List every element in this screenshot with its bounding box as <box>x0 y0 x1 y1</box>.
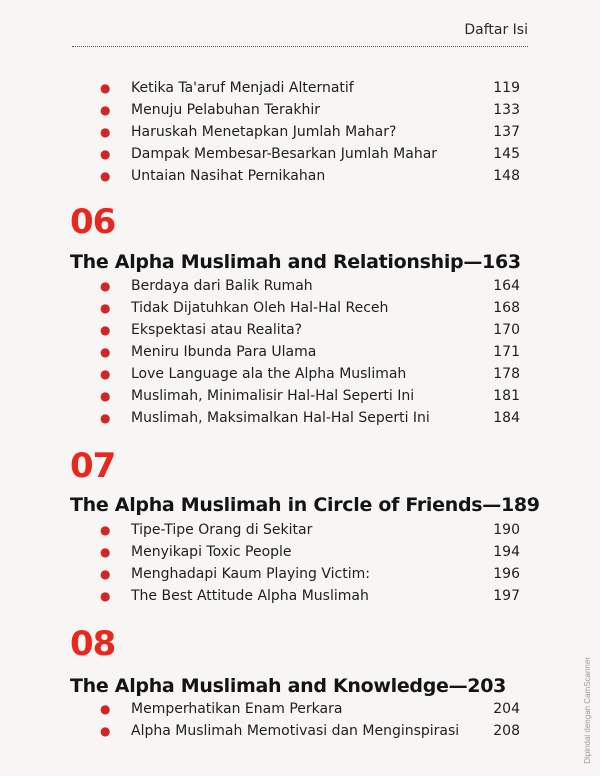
chapter-number: 06 <box>70 202 116 242</box>
toc-entry[interactable] <box>100 720 520 742</box>
toc-entry[interactable] <box>100 77 520 99</box>
toc-entry-label: Muslimah, Maksimalkan Hal-Hal Seperti Ini <box>131 410 430 426</box>
toc-entry-page: 181 <box>493 388 520 404</box>
chapter-title[interactable]: The Alpha Muslimah and Knowledge—203 <box>70 675 507 697</box>
bullet-icon: ● <box>100 589 111 603</box>
toc-entry[interactable] <box>100 165 520 187</box>
toc-entry-page: 208 <box>493 723 520 739</box>
toc-entry-label: Ketika Ta'aruf Menjadi Alternatif <box>131 80 354 96</box>
toc-entry-label: Menuju Pelabuhan Terakhir <box>131 102 320 118</box>
bullet-icon: ● <box>100 103 111 117</box>
bullet-icon: ● <box>100 147 111 161</box>
toc-entry-page: 194 <box>493 544 520 560</box>
toc-entry-page: 196 <box>493 566 520 582</box>
chapter-title[interactable]: The Alpha Muslimah in Circle of Friends—189 <box>70 494 540 516</box>
toc-entry-page: 184 <box>493 410 520 426</box>
toc-entry[interactable] <box>100 99 520 121</box>
toc-entry[interactable] <box>100 341 520 363</box>
chapter-number: 08 <box>70 624 116 664</box>
toc-entry-label: Haruskah Menetapkan Jumlah Mahar? <box>131 124 397 140</box>
bullet-icon: ● <box>100 345 111 359</box>
bullet-icon: ● <box>100 301 111 315</box>
toc-entry-page: 133 <box>493 102 520 118</box>
scanner-watermark: Dipindai dengan CamScanner <box>583 657 592 764</box>
toc-entry-label: The Best Attitude Alpha Muslimah <box>131 588 369 604</box>
bullet-icon: ● <box>100 389 111 403</box>
toc-entry[interactable] <box>100 407 520 429</box>
toc-entry-page: 204 <box>493 701 520 717</box>
bullet-icon: ● <box>100 323 111 337</box>
bullet-icon: ● <box>100 724 111 738</box>
chapter-number: 07 <box>70 446 116 486</box>
toc-entry-label: Tipe-Tipe Orang di Sekitar <box>131 522 313 538</box>
bullet-icon: ● <box>100 411 111 425</box>
bullet-icon: ● <box>100 81 111 95</box>
toc-entry-label: Alpha Muslimah Memotivasi dan Menginspirasi <box>131 723 460 739</box>
toc-entry-page: 197 <box>493 588 520 604</box>
toc-entry-label: Memperhatikan Enam Perkara <box>131 701 343 717</box>
toc-entry-label: Menghadapi Kaum Playing Victim: <box>131 566 370 582</box>
chapter-title[interactable]: The Alpha Muslimah and Relationship—163 <box>70 251 521 273</box>
toc-entry[interactable] <box>100 541 520 563</box>
bullet-icon: ● <box>100 367 111 381</box>
toc-entry-label: Muslimah, Minimalisir Hal-Hal Seperti Ini <box>131 388 415 404</box>
toc-entry-label: Menyikapi Toxic People <box>131 544 292 560</box>
toc-entry-page: 168 <box>493 300 520 316</box>
toc-entry[interactable] <box>100 363 520 385</box>
bullet-icon: ● <box>100 523 111 537</box>
toc-entry-label: Dampak Membesar-Besarkan Jumlah Mahar <box>131 146 438 162</box>
bullet-icon: ● <box>100 279 111 293</box>
toc-entry-page: 190 <box>493 522 520 538</box>
toc-entry-page: 137 <box>493 124 520 140</box>
bullet-icon: ● <box>100 169 111 183</box>
toc-entry-page: 164 <box>493 278 520 294</box>
toc-entry-label: Untaian Nasihat Pernikahan <box>131 168 326 184</box>
toc-entry[interactable] <box>100 143 520 165</box>
toc-entry-label: Berdaya dari Balik Rumah <box>131 278 313 294</box>
bullet-icon: ● <box>100 545 111 559</box>
toc-entry[interactable] <box>100 297 520 319</box>
toc-entry[interactable] <box>100 275 520 297</box>
toc-entry-page: 178 <box>493 366 520 382</box>
header-dotted-rule <box>72 46 528 47</box>
toc-entry[interactable] <box>100 563 520 585</box>
toc-entry-label: Meniru Ibunda Para Ulama <box>131 344 317 360</box>
bullet-icon: ● <box>100 702 111 716</box>
toc-entry-page: 145 <box>493 146 520 162</box>
toc-entry-label: Tidak Dijatuhkan Oleh Hal-Hal Receh <box>131 300 389 316</box>
page-header-title: Daftar Isi <box>464 22 528 38</box>
toc-entry-page: 170 <box>493 322 520 338</box>
toc-entry-page: 171 <box>493 344 520 360</box>
toc-entry-label: Love Language ala the Alpha Muslimah <box>131 366 407 382</box>
toc-entry[interactable] <box>100 519 520 541</box>
toc-entry-label: Ekspektasi atau Realita? <box>131 322 303 338</box>
bullet-icon: ● <box>100 567 111 581</box>
toc-entry-page: 119 <box>493 80 520 96</box>
toc-entry[interactable] <box>100 121 520 143</box>
bullet-icon: ● <box>100 125 111 139</box>
toc-entry[interactable] <box>100 585 520 607</box>
toc-entry-page: 148 <box>493 168 520 184</box>
toc-entry[interactable] <box>100 698 520 720</box>
toc-entry[interactable] <box>100 385 520 407</box>
toc-entry[interactable] <box>100 319 520 341</box>
